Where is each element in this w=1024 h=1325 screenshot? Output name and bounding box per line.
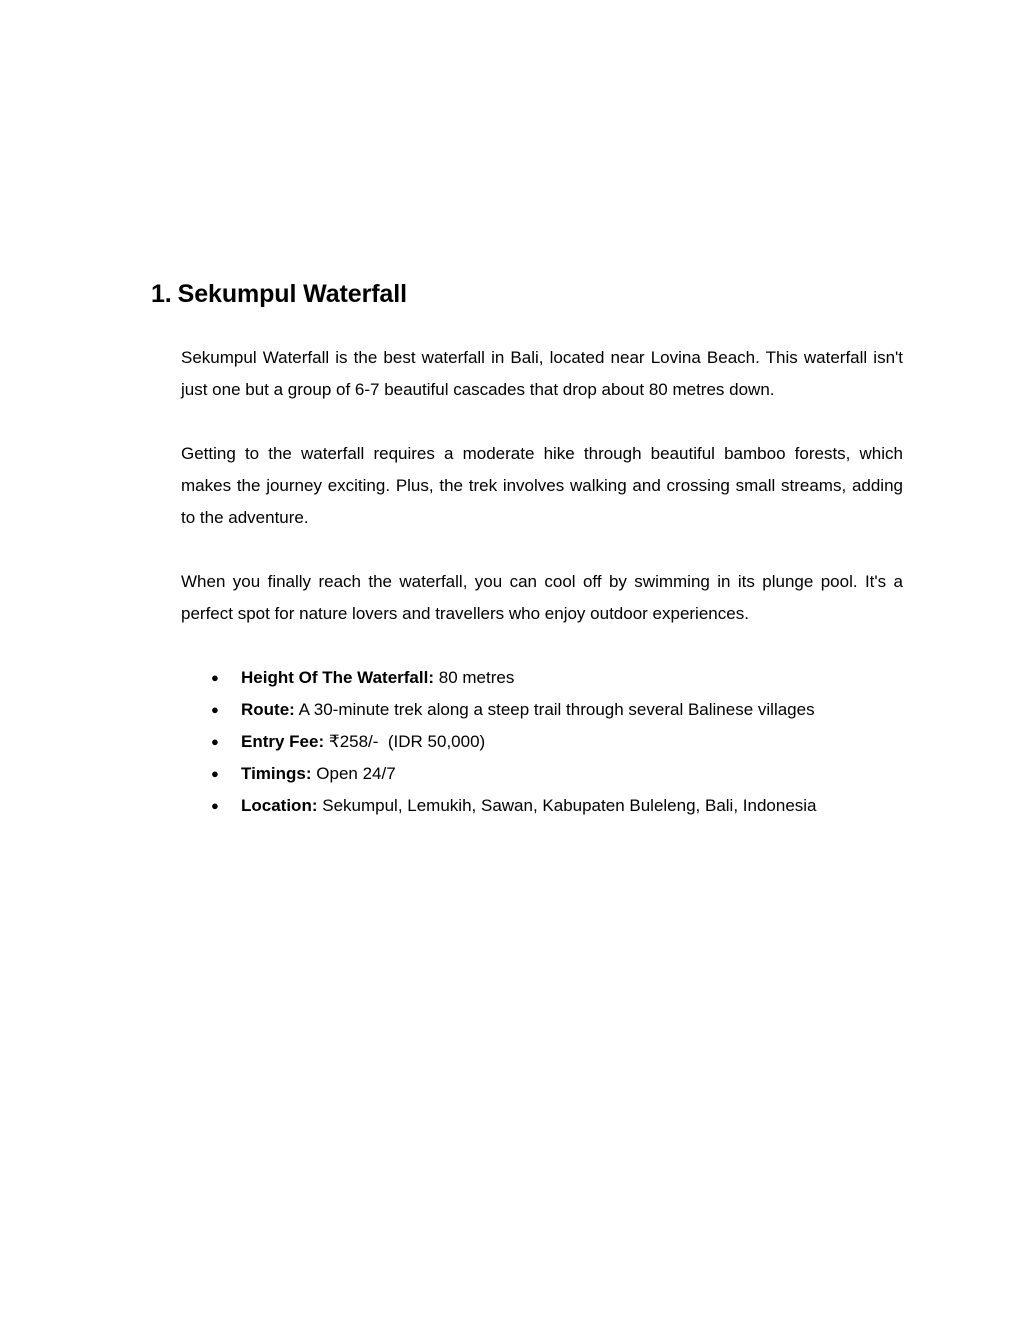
fact-label: Timings: <box>241 764 312 783</box>
fact-value: Open 24/7 <box>316 764 396 783</box>
fact-value: ₹258/- (IDR 50,000) <box>328 732 486 751</box>
fact-label: Route: <box>241 700 295 719</box>
bullet-icon: ● <box>211 702 219 717</box>
section-number: 1. <box>151 280 172 308</box>
fact-timings <box>181 758 903 790</box>
fact-route <box>181 694 903 726</box>
fact-height <box>181 662 903 694</box>
fact-value: 80 metres <box>438 668 515 687</box>
paragraph-swim: When you finally reach the waterfall, you can cool off by swimming in its plunge pool. It's a perfect spot for nature lovers and travellers who enjoy outdoor experiences. <box>181 572 903 623</box>
section-heading <box>151 278 407 310</box>
fact-value: A 30-minute trek along a steep trail through several Balinese villages <box>298 700 815 719</box>
paragraph-hike: Getting to the waterfall requires a moderate hike through beautiful bamboo forests, which makes the journey exciting. Plus, the trek involves walking and crossing small streams, adding to the adventure. <box>181 444 903 527</box>
facts-list <box>181 662 903 822</box>
bullet-icon: ● <box>211 798 219 813</box>
fact-label: Entry Fee: <box>241 732 325 751</box>
bullet-icon: ● <box>211 670 219 685</box>
fact-label: Height Of The Waterfall: <box>241 668 434 687</box>
section-title: Sekumpul Waterfall <box>177 280 407 308</box>
fact-label: Location: <box>241 796 318 815</box>
section-body <box>181 342 903 822</box>
paragraph-intro: Sekumpul Waterfall is the best waterfall in Bali, located near Lovina Beach. This waterfall isn't just one but a group of 6-7 beautiful cascades that drop about 80 metres down. <box>181 348 903 399</box>
bullet-icon: ● <box>211 766 219 781</box>
fact-location <box>181 790 903 822</box>
fact-entry-fee <box>181 726 903 758</box>
fact-value: Sekumpul, Lemukih, Sawan, Kabupaten Buleleng, Bali, Indonesia <box>322 796 817 815</box>
bullet-icon: ● <box>211 734 219 749</box>
